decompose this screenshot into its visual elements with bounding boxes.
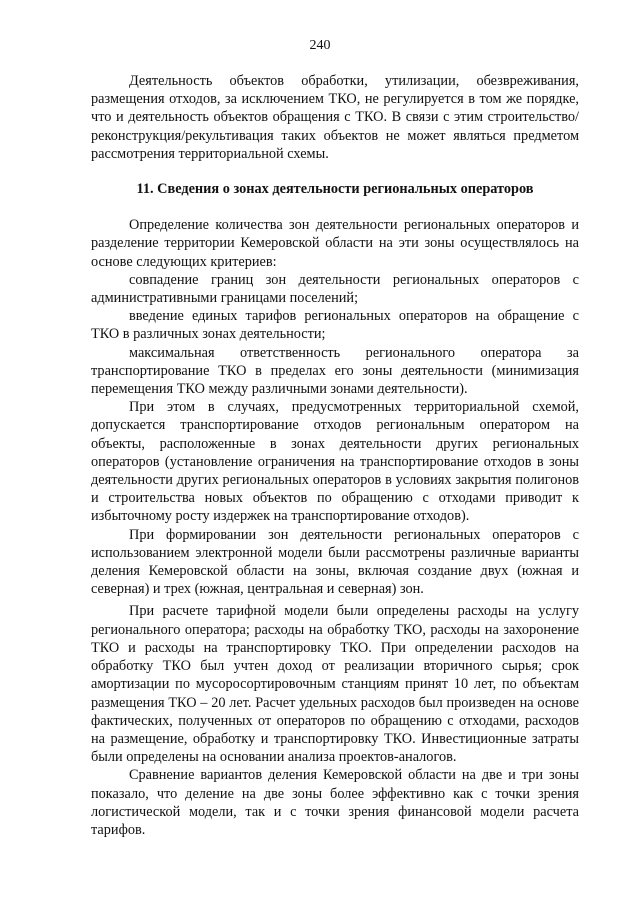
document-body bbox=[91, 72, 579, 839]
page-number: 240 bbox=[309, 38, 331, 53]
paragraph: При расчете тарифной модели были определены расходы на услугу регионального оператора; расходы на обработку ТКО, расходы на захоронение ТКО и расходы на транспортировку ТКО. При определении расходов на обработку ТКО был учтен доход от реализации вторичного сырья; срок амортизации по мусоросортировочным станциям принят 10 лет, по объектам размещения ТКО – 20 лет. Расчет удельных расходов был произведен на основе фактических, полученных от операторов по обращению с отходами, расходов на размещение, обработку и транспортировку ТКО. Инвестиционные затраты были определены на основании анализа проектов-аналогов. bbox=[91, 603, 579, 766]
paragraph: максимальная ответственность регионального оператора за транспортирование ТКО в пределах его зоны деятельности (минимизация перемещения ТКО между различными зонами деятельности). bbox=[91, 344, 579, 398]
paragraph: совпадение границ зон деятельности региональных операторов с административными границами поселений; bbox=[91, 271, 579, 307]
section-heading: 11. Сведения о зонах деятельности региональных операторов bbox=[136, 181, 534, 198]
paragraph: При формировании зон деятельности региональных операторов с использованием электронной модели были рассмотрены различные варианты деления Кемеровской области на зоны, включая создание двух (южная и северная) и трех (южная, центральная и северная) зон. bbox=[91, 526, 579, 598]
paragraph: Сравнение вариантов деления Кемеровской области на две и три зоны показало, что деление на две зоны более эффективно как с точки зрения логистической модели, так и с точки зрения финансовой модели расчета тарифов. bbox=[91, 767, 579, 838]
paragraph: введение единых тарифов региональных операторов на обращение с ТКО в различных зонах деятельности; bbox=[91, 308, 579, 343]
paragraph-intro: Деятельность объектов обработки, утилизации, обезвреживания, размещения отходов, за исключением ТКО, не регулируется в том же порядке, что и деятельность объектов обращения с ТКО. В связи с этим строительство/реконструкция/рекультивация таких объектов не может являться предметом рассмотрения территориальной схемы. bbox=[91, 73, 579, 162]
paragraph: Определение количества зон деятельности региональных операторов и разделение территории Кемеровской области на эти зоны осуществлялось на основе следующих критериев: bbox=[91, 217, 579, 270]
paragraph: При этом в случаях, предусмотренных территориальной схемой, допускается транспортирование отходов региональным оператором на объекты, расположенные в зонах деятельности других региональных операторов (установление ограничения на транспортирование отходов в зоны деятельности других региональных операторов в условиях закрытия полигонов и строительства новых объектов по обращению с отходами приводит к избыточному росту издержек на транспортирование отходов). bbox=[91, 399, 579, 525]
